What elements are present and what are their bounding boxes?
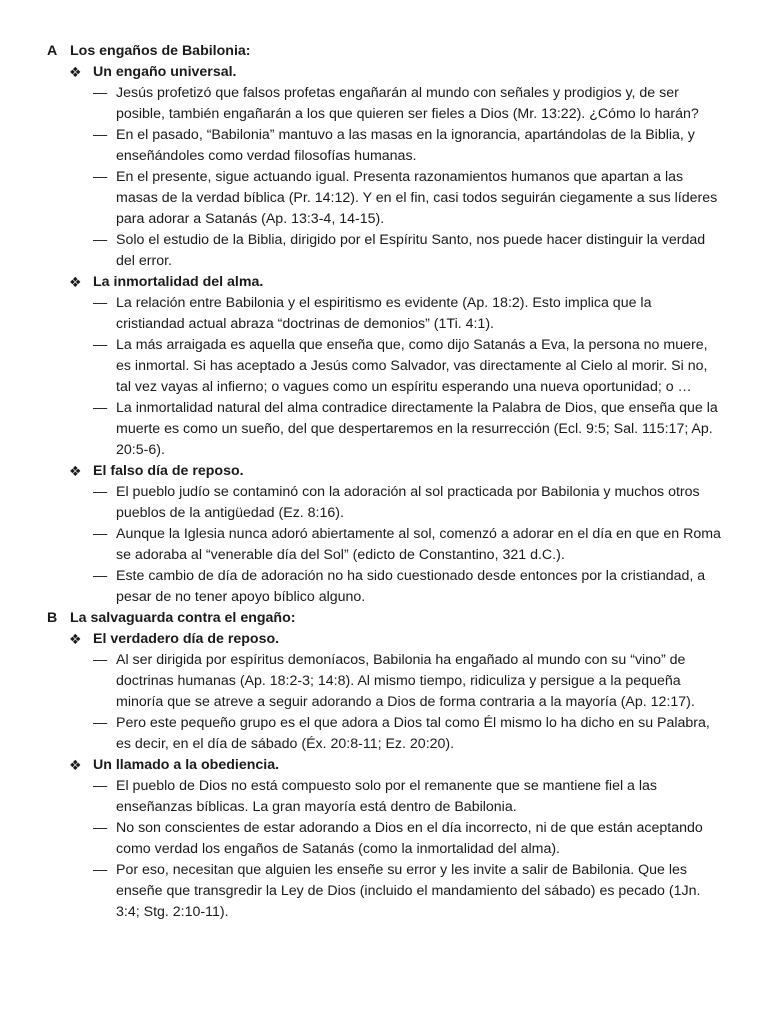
list-item (0, 293, 768, 335)
list-item (0, 230, 768, 272)
subsection-heading (0, 272, 768, 293)
list-item-text: La relación entre Babilonia y el espiritismo es evidente (Ap. 18:2). Esto implica que la cristiandad actual abraza “doctrinas de demonios” (1Ti. 4:1). (116, 295, 652, 332)
list-item (0, 566, 768, 608)
dash-bullet-icon: — (93, 715, 108, 731)
dash-bullet-icon: — (93, 232, 108, 248)
section-title: Los engaños de Babilonia: (70, 43, 251, 59)
dash-bullet-icon: — (93, 337, 108, 353)
dash-bullet-icon: — (93, 295, 108, 311)
dash-bullet-icon: — (93, 400, 108, 416)
section-title: La salvaguarda contra el engaño: (70, 610, 296, 626)
list-item-text: La inmortalidad natural del alma contradice directamente la Palabra de Dios, que enseña que la muerte es como un sueño, del que despertaremos en la resurrección (Ecl. 9:5; Sal. 115:17; Ap. 20:5-6). (116, 400, 718, 458)
dash-bullet-icon: — (93, 526, 108, 542)
list-item-text: La más arraigada es aquella que enseña que, como dijo Satanás a Eva, la persona no muere, es inmortal. Si has aceptado a Jesús como Salvador, vas directamente al Cielo al morir. Si no, tal vez vayas al infierno; o vagues como un espíritu esperando una nueva oportunidad; o … (116, 337, 708, 395)
dash-bullet-icon: — (93, 778, 108, 794)
diamond-bullet-icon: ❖ (69, 757, 82, 773)
dash-bullet-icon: — (93, 169, 108, 185)
subsection-title: El falso día de reposo. (93, 463, 244, 479)
list-item (0, 83, 768, 125)
section-letter: A (47, 43, 58, 59)
subsection-title: La inmortalidad del alma. (93, 274, 264, 290)
list-item (0, 650, 768, 713)
list-item-text: Por eso, necesitan que alguien les enseñe su error y les invite a salir de Babilonia. Que les enseñe que transgredir la Ley de Dios (incluido el mandamiento del sábado) es pecado (1Jn. 3:4; Stg. 2:10-11). (116, 862, 701, 920)
list-item-text: En el pasado, “Babilonia” mantuvo a las masas en la ignorancia, apartándolas de la Biblia, y enseñándoles como verdad filosofías humanas. (116, 127, 695, 164)
list-item-text: Solo el estudio de la Biblia, dirigido por el Espíritu Santo, nos puede hacer distinguir la verdad del error. (116, 232, 706, 269)
list-item (0, 482, 768, 524)
subsection-title: Un llamado a la obediencia. (93, 757, 280, 773)
subsection-title: El verdadero día de reposo. (93, 631, 280, 647)
dash-bullet-icon: — (93, 568, 108, 584)
list-item-text: El pueblo de Dios no está compuesto solo por el remanente que se mantiene fiel a las enseñanzas bíblicas. La gran mayoría está dentro de Babilonia. (116, 778, 658, 815)
section-heading-a (0, 41, 768, 62)
list-item-text: No son conscientes de estar adorando a Dios en el día incorrecto, ni de que están aceptando como verdad los engaños de Satanás (como la inmortalidad del alma). (116, 820, 703, 857)
list-item (0, 713, 768, 755)
diamond-bullet-icon: ❖ (69, 463, 82, 479)
list-item (0, 398, 768, 461)
list-item (0, 776, 768, 818)
document-page (0, 41, 768, 923)
list-item-text: Jesús profetizó que falsos profetas engañarán al mundo con señales y prodigios y, de ser posible, también engañarán a los que quieren ser fieles a Dios (Mr. 13:22). ¿Cómo lo harán? (116, 85, 699, 122)
list-item (0, 860, 768, 923)
section-heading-b (0, 608, 768, 629)
list-item-text: El pueblo judío se contaminó con la adoración al sol practicada por Babilonia y muchos otros pueblos de la antigüedad (Ez. 8:16). (116, 484, 700, 521)
list-item-text: Pero este pequeño grupo es el que adora a Dios tal como Él mismo lo ha dicho en su Palabra, es decir, en el día de sábado (Éx. 20:8-11; Ez. 20:20). (116, 715, 710, 752)
dash-bullet-icon: — (93, 484, 108, 500)
list-item-text: En el presente, sigue actuando igual. Presenta razonamientos humanos que apartan a las masas de la verdad bíblica (Pr. 14:12). Y en el fin, casi todos seguirán ciegamente a sus líderes para adorar a Satanás (Ap. 13:3-4, 14-15). (116, 169, 718, 227)
dash-bullet-icon: — (93, 820, 108, 836)
diamond-bullet-icon: ❖ (69, 64, 82, 80)
list-item-text: Este cambio de día de adoración no ha sido cuestionado desde entonces por la cristiandad, a pesar de no tener apoyo bíblico alguno. (116, 568, 706, 605)
subsection-heading (0, 62, 768, 83)
list-item (0, 167, 768, 230)
subsection-heading (0, 755, 768, 776)
list-item-text: Al ser dirigida por espíritus demoníacos, Babilonia ha engañado al mundo con su “vino” de doctrinas humanas (Ap. 18:2-3; 14:8). Al mismo tiempo, ridiculiza y persigue a la pequeña minoría que se atreve a seguir adorando a Dios de forma contraria a la mayoría (Ap. 12:17). (116, 652, 695, 710)
dash-bullet-icon: — (93, 862, 108, 878)
dash-bullet-icon: — (93, 652, 108, 668)
subsection-heading (0, 461, 768, 482)
diamond-bullet-icon: ❖ (69, 631, 82, 647)
subsection-title: Un engaño universal. (93, 64, 237, 80)
dash-bullet-icon: — (93, 127, 108, 143)
dash-bullet-icon: — (93, 85, 108, 101)
list-item (0, 335, 768, 398)
list-item-text: Aunque la Iglesia nunca adoró abiertamente al sol, comenzó a adorar en el día en que en Roma se adoraba al “venerable día del Sol” (edicto de Constantino, 321 d.C.). (116, 526, 721, 563)
list-item (0, 125, 768, 167)
section-letter: B (47, 610, 58, 626)
list-item (0, 524, 768, 566)
subsection-heading (0, 629, 768, 650)
diamond-bullet-icon: ❖ (69, 274, 82, 290)
list-item (0, 818, 768, 860)
